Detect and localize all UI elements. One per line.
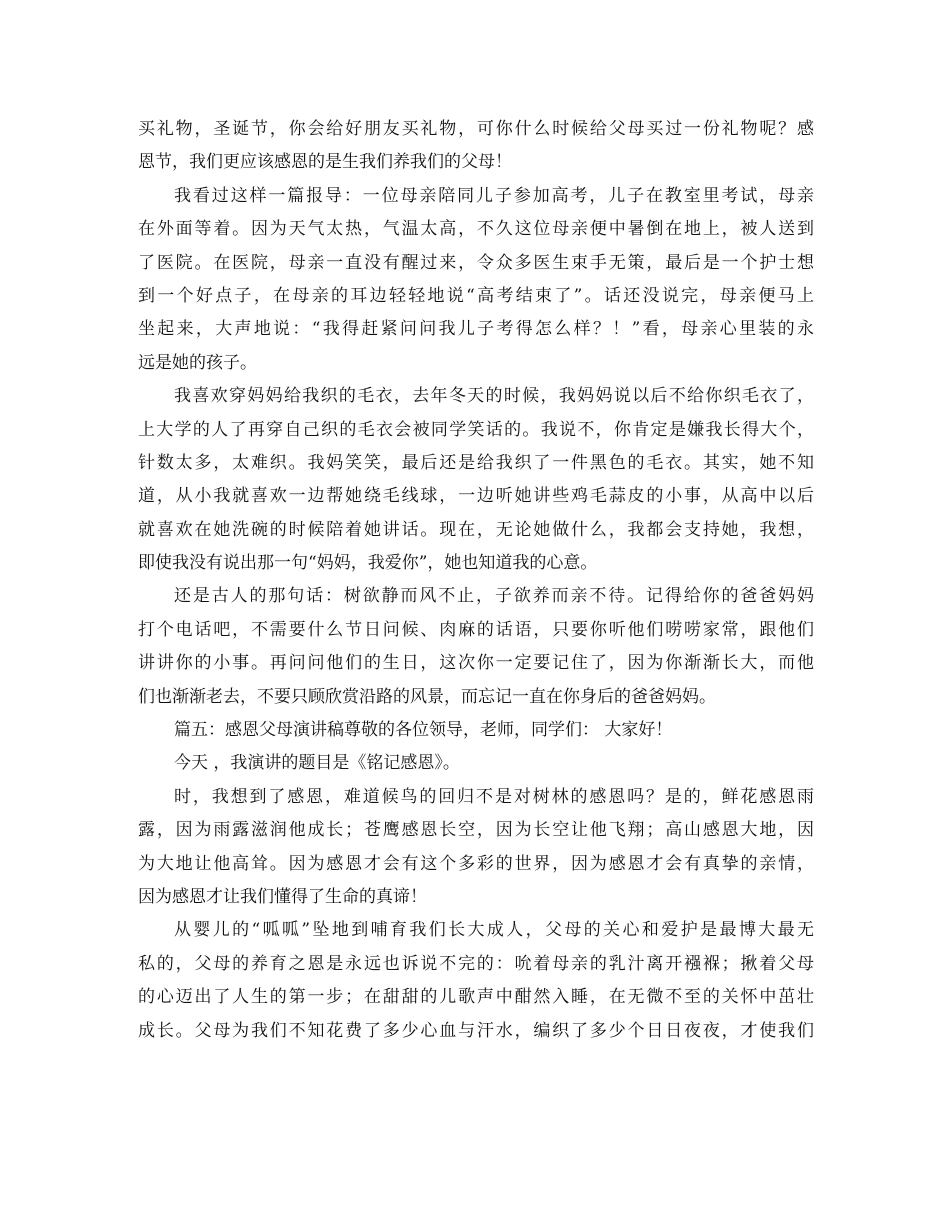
text-line: 道，从小我就喜欢一边帮她绕毛线球，一边听她讲些鸡毛蒜皮的小事，从高中以后 [138,486,814,507]
text-line: 就喜欢在她洗碗的时候陪着她讲话。现在，无论她做什么，我都会支持她，我想， [138,519,814,540]
text-line: 因为感恩才让我们懂得了生命的真谛！ [138,886,427,907]
paragraph [138,781,814,915]
text-line: 到一个好点子，在母亲的耳边轻轻地说“高考结束了”。话还没说完，母亲便马上 [138,285,814,306]
text-line: 针数太多，太难织。我妈笑笑，最后还是给我织了一件黑色的毛衣。其实，她不知 [138,452,814,473]
text-line: 恩节，我们更应该感恩的是生我们养我们的父母！ [138,152,512,173]
text-line: 即使我没有说出那一句“妈妈，我爱你”，她也知道我的心意。 [138,553,598,574]
text-line: 讲讲你的小事。再问问他们的生日，这次你一定要记住了，因为你渐渐长大，而他 [138,653,814,674]
text-line: 我喜欢穿妈妈给我织的毛衣，去年冬天的时候，我妈妈说以后不给你织毛衣了， [174,386,814,407]
text-line: 露，因为雨露滋润他成长；苍鹰感恩长空，因为长空让他飞翔；高山感恩大地，因 [138,820,814,841]
text-line: 成长。父母为我们不知花费了多少心血与汗水，编织了多少个日日夜夜，才使我们 [138,1020,814,1041]
text-line: 了医院。在医院，母亲一直没有醒过来，令众多医生束手无策，最后是一个护士想 [138,252,814,273]
paragraph [138,380,814,580]
paragraph [138,914,814,1048]
text-line: 打个电话吧，不需要什么节日问候、肉麻的话语，只要你听他们唠唠家常，跟他们 [138,619,814,640]
text-line: 今天 ，我演讲的题目是《铭记感恩》。 [174,753,460,774]
text-line: 们也渐渐老去，不要只顾欣赏沿路的风景，而忘记一直在你身后的爸爸妈妈。 [138,686,716,707]
text-line: 为大地让他高耸。因为感恩才会有这个多彩的世界，因为感恩才会有真挚的亲情， [138,853,814,874]
paragraph [138,180,814,380]
text-line: 的心迈出了人生的第一步；在甜甜的儿歌声中酣然入睡，在无微不至的关怀中茁壮 [138,987,814,1008]
text-line: 从婴儿的“呱呱”坠地到哺育我们长大成人，父母的关心和爱护是最博大最无 [174,920,814,941]
text-line: 还是古人的那句话：树欲静而风不止，子欲养而亲不待。记得给你的爸爸妈妈 [174,586,814,607]
paragraph [138,747,814,780]
text-line: 上大学的人了再穿自己织的毛衣会被同学笑话的。我说不，你肯定是嫌我长得大个， [138,419,814,440]
text-line: 坐起来，大声地说：“我得赶紧问问我儿子考得怎么样？！”看，母亲心里装的永 [138,319,814,340]
paragraph [138,580,814,714]
text-line: 时，我想到了感恩，难道候鸟的回归不是对树林的感恩吗？是的，鲜花感恩雨 [174,786,814,807]
paragraph [138,714,814,747]
text-line: 远是她的孩子。 [138,352,257,373]
text-line: 篇五：感恩父母演讲稿尊敬的各位领导，老师，同学们： 大家好！ [174,720,673,741]
text-line: 买礼物，圣诞节，你会给好朋友买礼物，可你什么时候给父母买过一份礼物呢？感 [138,119,814,139]
text-line: 我看过这样一篇报导：一位母亲陪同儿子参加高考，儿子在教室里考试，母亲 [174,185,814,206]
text-line: 私的，父母的养育之恩是永远也诉说不完的：吮着母亲的乳汁离开襁褓；揪着父母 [138,953,814,974]
text-line: 在外面等着。因为天气太热，气温太高，不久这位母亲便中暑倒在地上，被人送到 [138,219,814,240]
paragraph [138,113,814,180]
document-body [138,113,814,1048]
